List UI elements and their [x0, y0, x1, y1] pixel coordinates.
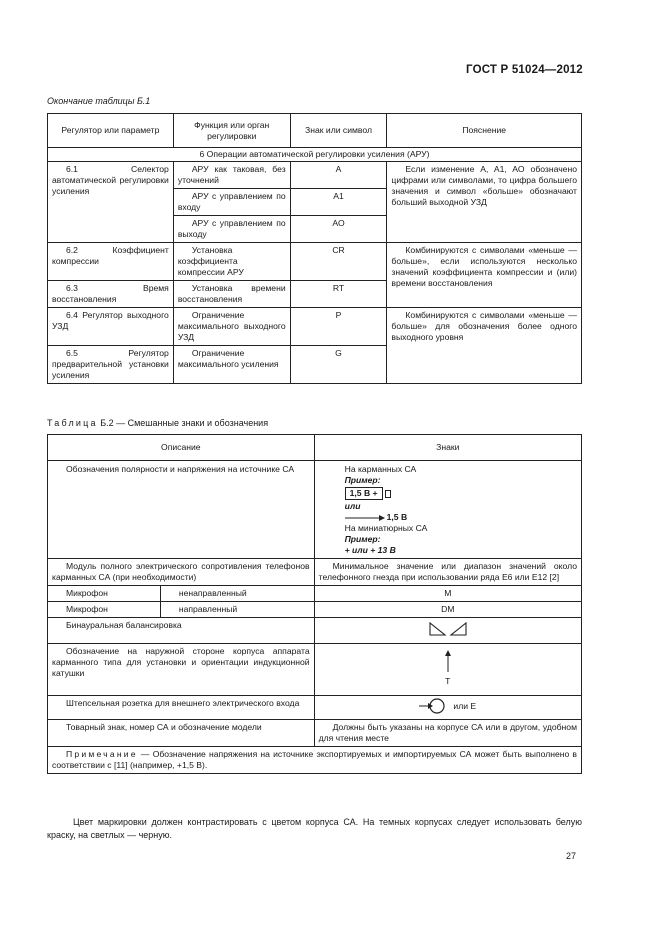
table1-caption: Окончание таблицы Б.1 — [47, 96, 151, 106]
col-header-function: Функция или орган регулировки — [173, 114, 290, 148]
signs-cell — [314, 618, 581, 644]
table-row — [48, 602, 582, 618]
pocket-label: На карманных СА — [344, 464, 417, 474]
signs-cell — [314, 644, 581, 696]
description-cell: Штепсельная розетка для внешнего электрического входа — [48, 696, 315, 720]
function-cell: АРУ как таковая, без уточнений — [173, 162, 290, 189]
symbol-cell: A — [290, 162, 387, 189]
description-cell: Обозначение на наружной стороне корпуса аппарата карманного типа для установки и ориентации индукционной катушки — [48, 644, 315, 696]
note-text: — Обозначение напряжения на источнике экспортируемых и импортируемых СА может быть выполнено в соответствии с [11] (например, +1,5 В). — [52, 749, 577, 770]
binaural-balance-icon — [428, 622, 468, 636]
signs-cell — [314, 696, 581, 720]
description-cell: Обозначения полярности и напряжения на источнике СА — [48, 461, 315, 559]
symbol-cell: G — [290, 346, 387, 384]
param-cell: 6.4 Регулятор выходного УЗД — [48, 308, 174, 346]
col-header-signs: Знаки — [314, 435, 581, 461]
table2-caption-text: Б.2 — Смешанные знаки и обозначения — [97, 418, 269, 428]
table-row — [48, 618, 582, 644]
symbol-cell: P — [290, 308, 387, 346]
param-cell: 6.1 Селектор автоматической регулировки усиления — [48, 162, 174, 243]
table-row — [48, 162, 582, 189]
table-note-row — [48, 747, 582, 774]
description-cell: Микрофон — [48, 602, 161, 618]
description-cell: Модуль полного электрического сопротивления телефонов карманных СА (при необходимости) — [48, 559, 315, 586]
table-header-row — [48, 435, 582, 461]
telecoil-label: Т — [445, 676, 451, 686]
table-b2 — [47, 434, 582, 774]
col-header-symbol: Знак или символ — [290, 114, 387, 148]
table-row — [48, 720, 582, 747]
function-cell: Установка коэффициента компрессии АРУ — [173, 243, 290, 281]
signs-cell: Должны быть указаны на корпусе СА или в другом, удобном для чтения месте — [314, 720, 581, 747]
description-subcell: ненаправленный — [160, 586, 314, 602]
voltage-arrow — [345, 512, 577, 523]
function-cell: АРУ с управлением по выходу — [173, 216, 290, 243]
explanation-cell: Если изменение A, A1, AO обозначено цифрами или символами, то цифра большего значения и символ «больше» обозначают больший выходной УЗД — [387, 162, 582, 243]
voltage-value: 1,5 В — [386, 512, 408, 522]
table-row — [48, 308, 582, 346]
table-row — [48, 644, 582, 696]
note-prefix: Примечание — [66, 749, 138, 759]
param-cell: 6.5 Регулятор предварительной установки усиления — [48, 346, 174, 384]
symbol-cell: CR — [290, 243, 387, 281]
table2-caption — [47, 418, 268, 428]
table-section-row — [48, 148, 582, 162]
table-header-row — [48, 114, 582, 148]
function-cell: АРУ с управлением по входу — [173, 189, 290, 216]
battery-symbol — [345, 486, 577, 501]
footnote-paragraph: Цвет маркировки должен контрастировать с цветом корпуса СА. На темных корпусах следует использовать белую краску, на светлых — черную. — [47, 817, 582, 840]
col-header-param: Регулятор или параметр — [48, 114, 174, 148]
battery-terminal-icon — [385, 490, 391, 498]
signs-cell: Минимальное значение или диапазон значений около телефонного гнезда при использовании ряда Е6 или Е12 [2] — [314, 559, 581, 586]
page-number: 27 — [566, 851, 577, 861]
explanation-cell: Комбинируются с символами «меньше — больше» для обозначения более одного выходного уровня — [387, 308, 582, 384]
function-cell: Установка времени восстановления — [173, 281, 290, 308]
miniature-example: + или + 13 В — [344, 545, 396, 555]
symbol-cell: AO — [290, 216, 387, 243]
battery-box: 1,5 В + — [345, 487, 383, 500]
explanation-cell: Комбинируются с символами «меньше — больше», если используются несколько значений коэффициента компрессии и (или) времени восстановления — [387, 243, 582, 308]
document-id: ГОСТ Р 51024—2012 — [466, 64, 583, 76]
description-cell: Товарный знак, номер СА и обозначение модели — [48, 720, 315, 747]
right-arrow-icon — [345, 514, 385, 522]
function-cell: Ограничение максимального усиления — [173, 346, 290, 384]
table-row — [48, 461, 582, 559]
description-subcell: направленный — [160, 602, 314, 618]
socket-label: или Е — [453, 700, 477, 711]
symbol-cell: RT — [290, 281, 387, 308]
table2-caption-prefix: Таблица — [47, 418, 98, 428]
table-row — [48, 586, 582, 602]
polarity-signs-cell — [314, 461, 581, 559]
example-label-2: Пример: — [344, 534, 381, 544]
or-label: или — [344, 501, 361, 511]
socket-icon — [419, 698, 447, 714]
function-cell: Ограничение максимального выходного УЗД — [173, 308, 290, 346]
table-b1 — [47, 113, 582, 384]
up-arrow-icon — [444, 650, 452, 672]
section-title: 6 Операции автоматической регулировки усиления (АРУ) — [48, 148, 582, 162]
table-row — [48, 243, 582, 281]
miniature-label: На миниатюрных СА — [344, 523, 428, 533]
example-label: Пример: — [344, 475, 381, 485]
param-cell: 6.2 Коэффициент компрессии — [48, 243, 174, 281]
signs-cell: М — [314, 586, 581, 602]
description-cell: Микрофон — [48, 586, 161, 602]
symbol-cell: A1 — [290, 189, 387, 216]
param-cell: 6.3 Время восстановления — [48, 281, 174, 308]
socket-sign — [419, 698, 476, 714]
col-header-explanation: Пояснение — [387, 114, 582, 148]
table-row — [48, 559, 582, 586]
note-cell — [48, 747, 582, 774]
description-cell: Бинауральная балансировка — [48, 618, 315, 644]
col-header-description: Описание — [48, 435, 315, 461]
signs-cell: DM — [314, 602, 581, 618]
table-row — [48, 696, 582, 720]
